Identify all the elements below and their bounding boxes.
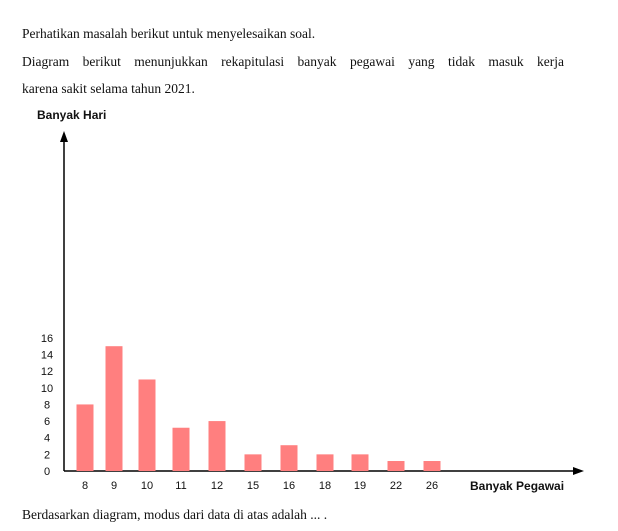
y-axis-arrow [60,131,68,142]
bars [77,346,441,471]
y-tick-label: 14 [40,349,54,362]
bar-19 [352,454,369,471]
x-tick-label: 8 [81,480,89,492]
x-tick-label: 12 [210,480,224,492]
y-tick-label: 12 [40,366,54,379]
y-tick-label: 6 [43,416,51,429]
bar-16 [281,445,298,471]
x-tick-label: 15 [246,480,260,492]
description-line-1: Diagram berikut menunjukkan rekapitulasi banyak pegawai yang tidak masuk kerja [22,54,564,69]
bar-9 [106,346,123,471]
x-tick-label: 11 [175,480,187,492]
x-tick-label: 22 [389,480,403,492]
x-axis-title: Banyak Pegawai [470,479,565,493]
y-axis-title: Banyak Hari [37,108,107,122]
intro-line: Perhatikan masalah berikut untuk menyelesaikan soal. [22,26,316,41]
y-tick-label: 0 [43,466,51,478]
x-tick-label: 26 [425,480,439,492]
bar-8 [77,404,94,471]
y-tick-label: 16 [40,332,54,345]
question-line: Berdasarkan diagram, modus dari data di atas adalah ... . [22,507,328,522]
bar-22 [388,461,405,471]
bar-11 [173,428,190,471]
bar-18 [317,454,334,471]
y-tick-label: 4 [43,432,51,445]
x-tick-label: 18 [318,480,332,492]
x-tick-label: 9 [110,480,118,492]
bar-15 [245,454,262,471]
x-tick-label: 10 [140,480,154,492]
bar-10 [139,379,156,471]
x-tick-label: 16 [282,480,296,492]
y-tick-labels [41,333,53,478]
bar-26 [424,461,441,471]
bar-12 [209,421,226,471]
y-tick-label: 2 [43,449,51,462]
x-axis-arrow [573,467,584,475]
x-tick-label: 19 [353,480,367,492]
y-tick-label: 10 [40,382,54,395]
y-tick-label: 8 [43,399,51,412]
description-line-2: karena sakit selama tahun 2021. [22,81,195,96]
x-tick-labels [82,480,438,492]
